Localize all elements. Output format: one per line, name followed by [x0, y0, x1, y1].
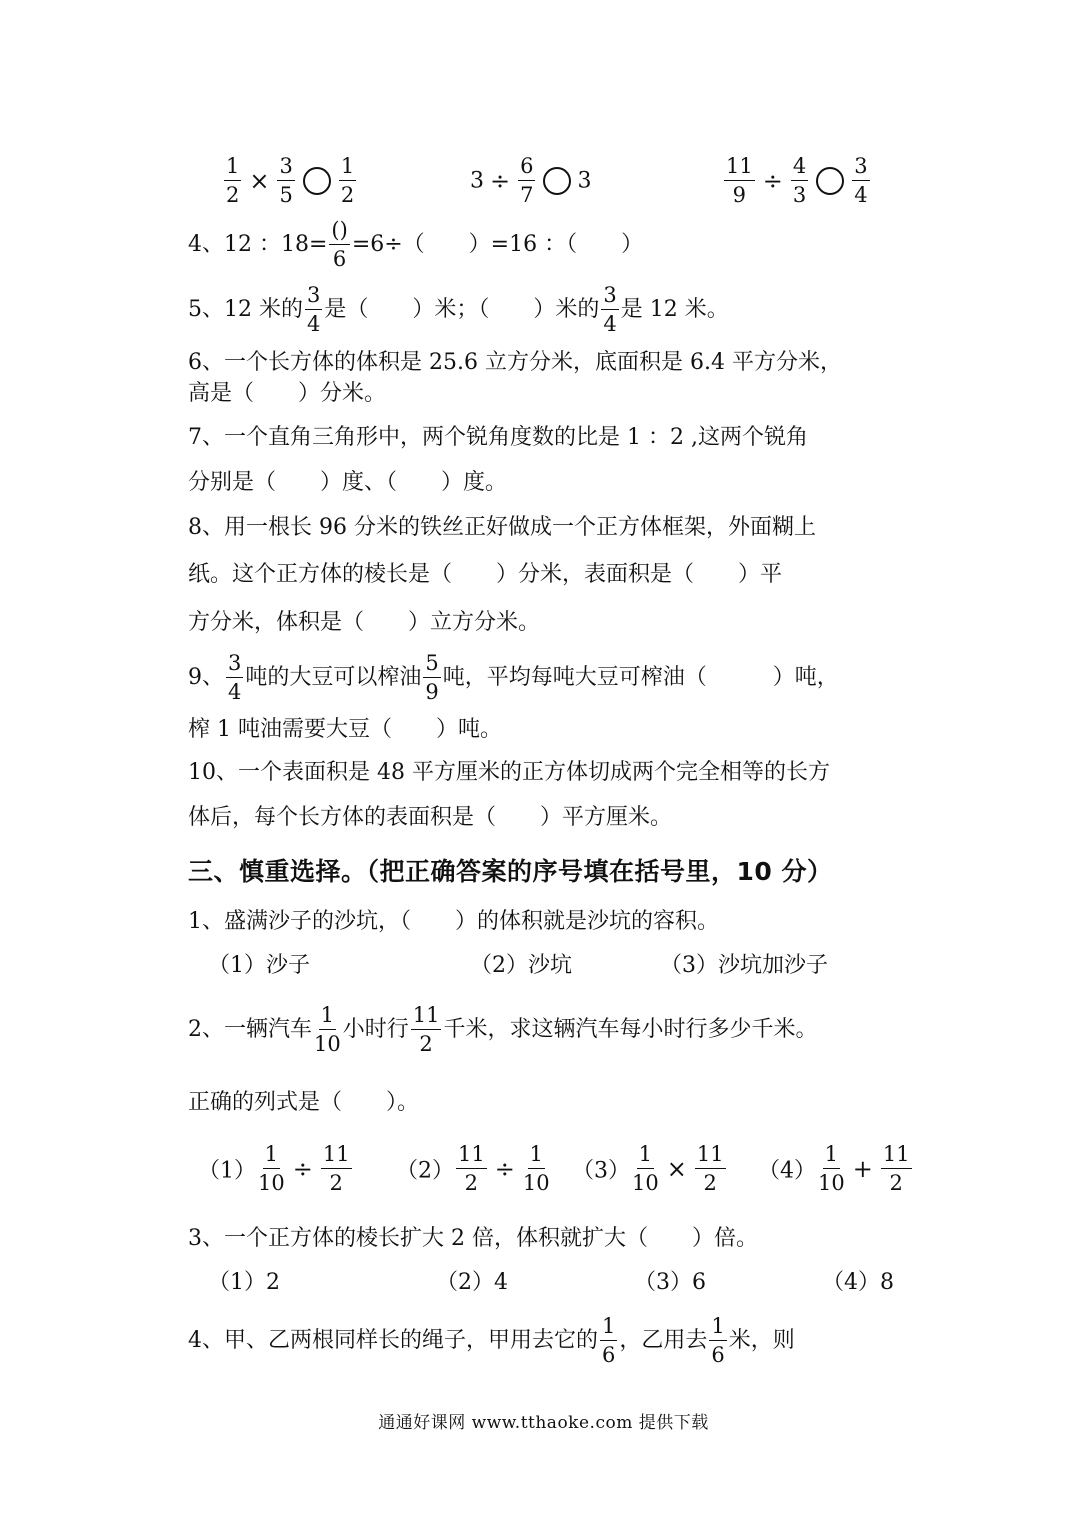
question-10-line-2: 体后，每个长方体的表面积是（ ）平方厘米。	[188, 805, 673, 830]
choice-3-option-4[interactable]: （4）8	[822, 1270, 894, 1295]
question-8-line-2: 纸。这个正方体的棱长是（ ）分米，表面积是（ ）平	[188, 562, 783, 587]
fraction: $\frac{11}{9}$	[726, 154, 753, 207]
choice-2-option-2[interactable]: （2） $\frac{11}{2}$ ÷ $\frac{1}{10}$	[396, 1142, 550, 1195]
fraction: $\frac{1}{6}$	[711, 1314, 725, 1367]
fraction: $\frac{1}{10}$	[258, 1142, 285, 1195]
choice-1-option-1[interactable]: （1）沙子	[208, 953, 310, 978]
fraction: $\frac{3}{4}$	[603, 283, 617, 336]
choice-3-option-2[interactable]: （2）4	[436, 1270, 508, 1295]
choice-2-option-3[interactable]: （3） $\frac{1}{10}$ × $\frac{11}{2}$	[572, 1142, 724, 1195]
compare-circle[interactable]	[543, 167, 571, 195]
question-8-line-3: 方分米，体积是（ ）立方分米。	[188, 610, 541, 635]
question-8-line-1: 8、用一根长 96 分米的铁丝正好做成一个正方体框架，外面糊上	[188, 515, 816, 540]
fraction: $\frac{3}{4}$	[854, 154, 868, 207]
fraction: $\frac{11}{2}$	[458, 1142, 485, 1195]
choice-2-stem: 2、一辆汽车 $\frac{1}{10}$ 小时行 $\frac{11}{2}$ 千米，求这辆汽车每小时行多少千米。	[188, 1003, 818, 1056]
choice-3-option-1[interactable]: （1）2	[208, 1270, 280, 1295]
fraction: $\frac{1}{2}$	[226, 154, 240, 207]
footer-download-note: 通通好课网 www.tthaoke.com 提供下载	[378, 1413, 709, 1433]
fraction: $\frac{11}{2}$	[882, 1142, 910, 1195]
question-7-line-1: 7、一个直角三角形中，两个锐角度数的比是 1 ：2 ,这两个锐角	[188, 425, 808, 450]
choice-3-option-3[interactable]: （3）6	[634, 1270, 706, 1295]
fraction: $\frac{1}{10}$	[314, 1003, 341, 1056]
fraction: $\frac{1}{10}$	[818, 1142, 845, 1195]
fraction: $\frac{3}{4}$	[307, 283, 321, 336]
fraction: $\frac{5}{9}$	[425, 651, 439, 704]
fraction: $\frac{6}{7}$	[520, 154, 534, 207]
choice-2-line-2: 正确的列式是（ ）。	[188, 1090, 420, 1115]
fraction: $\frac{3}{4}$	[228, 651, 242, 704]
question-6-line-1: 6、一个长方体的体积是 25.6 立方分米，底面积是 6.4 平方分米，	[188, 350, 842, 375]
choice-2-option-1[interactable]: （1） $\frac{1}{10}$ ÷ $\frac{11}{2}$	[198, 1142, 350, 1195]
fraction: $\frac{3}{5}$	[279, 154, 293, 207]
fraction: $\frac{1}{10}$	[522, 1142, 550, 1195]
question-5: 5、12 米的 $\frac{3}{4}$ 是（ ）米；（ ）米的 $\frac{3}{4}$ 是 12 米。	[188, 283, 729, 336]
choice-3-stem: 3、一个正方体的棱长扩大 2 倍，体积就扩大（ ）倍。	[188, 1226, 758, 1251]
fraction: $\frac{()}{6}$	[331, 218, 348, 271]
fraction: $\frac{1}{10}$	[632, 1142, 659, 1195]
choice-1-option-2[interactable]: （2）沙坑	[470, 953, 572, 978]
fraction: $\frac{11}{2}$	[412, 1003, 440, 1056]
compare-item-1: $\frac{1}{2}$ × $\frac{3}{5}$ $\frac{1}{2}$	[226, 154, 355, 207]
question-9-line-1: 9、 $\frac{3}{4}$ 吨的大豆可以榨油 $\frac{5}{9}$ 吨，平均每吨大豆可榨油（ ）吨，	[188, 651, 839, 704]
fraction: $\frac{4}{3}$	[792, 154, 807, 207]
section-3-title: 三、慎重选择。（把正确答案的序号填在括号里，10 分）	[188, 857, 833, 886]
choice-1-option-3[interactable]: （3）沙坑加沙子	[660, 953, 828, 978]
question-9-line-2: 榨 1 吨油需要大豆（ ）吨。	[188, 717, 502, 742]
choice-2-option-4[interactable]: （4） $\frac{1}{10}$ + $\frac{11}{2}$	[758, 1142, 910, 1195]
choice-4-stem: 4、甲、乙两根同样长的绳子，甲用去它的 $\frac{1}{6}$ ，乙用去 $\frac{1}{6}$ 米，则	[188, 1314, 795, 1367]
question-7-line-2: 分别是（ ）度、（ ）度。	[188, 470, 508, 495]
compare-circle[interactable]	[303, 167, 331, 195]
fraction: $\frac{11}{2}$	[696, 1142, 724, 1195]
question-4: 4、12 ：18= $\frac{()}{6}$ =6÷（ ）=16 ：（ ）	[188, 218, 644, 271]
question-6-line-2: 高是（ ）分米。	[188, 381, 387, 406]
compare-item-2: 3 ÷ $\frac{6}{7}$ 3	[470, 154, 592, 207]
fraction: $\frac{1}{6}$	[602, 1314, 616, 1367]
choice-1-stem: 1、盛满沙子的沙坑，（ ）的体积就是沙坑的容积。	[188, 909, 719, 934]
question-10-line-1: 10、一个表面积是 48 平方厘米的正方体切成两个完全相等的长方	[188, 760, 830, 785]
fraction: $\frac{11}{2}$	[322, 1142, 350, 1195]
compare-item-3: $\frac{11}{9}$ ÷ $\frac{4}{3}$ $\frac{3}{4}$	[726, 154, 868, 207]
fraction: $\frac{1}{2}$	[340, 154, 355, 207]
compare-circle[interactable]	[816, 167, 844, 195]
